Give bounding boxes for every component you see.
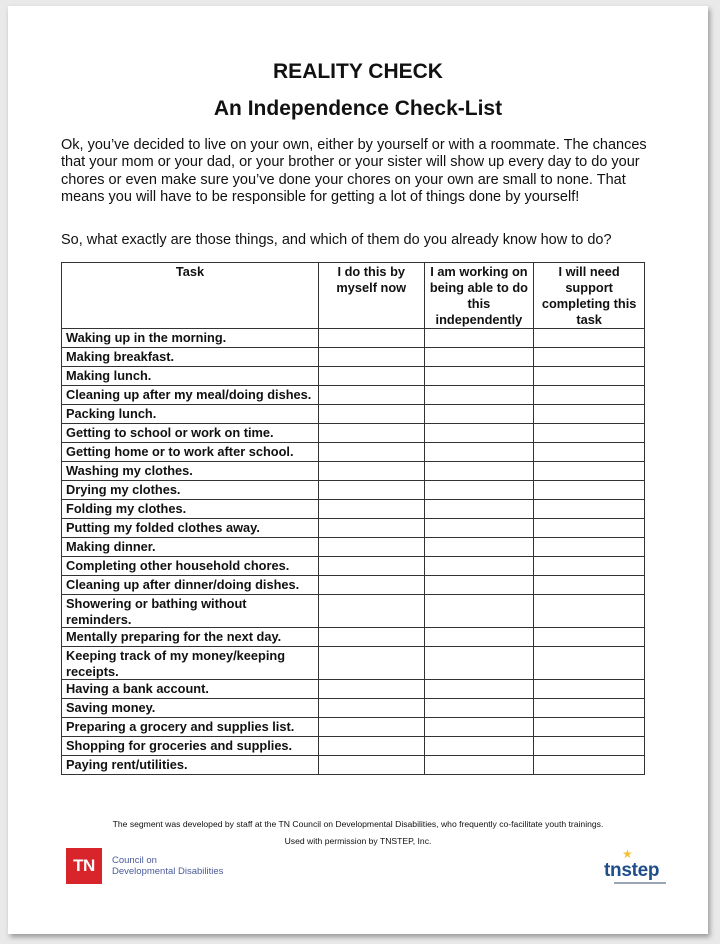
table-row <box>62 329 645 348</box>
intro-paragraph: Ok, you’ve decided to live on your own, either by yourself or with a roommate. The chances that your mom or your dad, or your brother or your sister will show up every day to do your chores or even make sure you’ve done your chores on your own are small to none. That means you will have to be responsible for getting a lot of things done by yourself! <box>61 137 647 205</box>
table-row <box>62 386 645 405</box>
table-row <box>62 348 645 367</box>
table-row <box>62 737 645 756</box>
task-cell: Saving money. <box>62 699 319 718</box>
table-row <box>62 424 645 443</box>
footer-permission: Used with permission by TNSTEP, Inc. <box>284 836 432 846</box>
task-cell: Putting my folded clothes away. <box>62 519 319 538</box>
task-cell: Making dinner. <box>62 538 319 557</box>
table-row <box>62 557 645 576</box>
task-cell: Completing other household chores. <box>62 557 319 576</box>
task-cell: Getting home or to work after school. <box>62 443 319 462</box>
working-on-cell[interactable] <box>424 443 534 462</box>
do-myself-cell[interactable] <box>318 680 424 699</box>
do-myself-cell[interactable] <box>318 386 424 405</box>
page-title: REALITY CHECK <box>273 60 443 83</box>
task-cell: Waking up in the morning. <box>62 329 319 348</box>
do-myself-cell[interactable] <box>318 481 424 500</box>
do-myself-cell[interactable] <box>318 519 424 538</box>
task-cell: Drying my clothes. <box>62 481 319 500</box>
need-support-cell[interactable] <box>534 680 645 699</box>
need-support-cell[interactable] <box>534 329 645 348</box>
working-on-cell[interactable] <box>424 500 534 519</box>
working-on-cell[interactable] <box>424 462 534 481</box>
do-myself-cell[interactable] <box>318 405 424 424</box>
working-on-cell[interactable] <box>424 557 534 576</box>
do-myself-cell[interactable] <box>318 647 424 680</box>
working-on-cell[interactable] <box>424 386 534 405</box>
working-on-cell[interactable] <box>424 737 534 756</box>
council-name <box>112 855 223 877</box>
table-row <box>62 405 645 424</box>
do-myself-cell[interactable] <box>318 538 424 557</box>
need-support-cell[interactable] <box>534 737 645 756</box>
do-myself-cell[interactable] <box>318 424 424 443</box>
task-cell: Cleaning up after dinner/doing dishes. <box>62 576 319 595</box>
task-cell: Making breakfast. <box>62 348 319 367</box>
need-support-cell[interactable] <box>534 538 645 557</box>
do-myself-cell[interactable] <box>318 756 424 775</box>
working-on-cell[interactable] <box>424 647 534 680</box>
do-myself-cell[interactable] <box>318 557 424 576</box>
working-on-cell[interactable] <box>424 348 534 367</box>
do-myself-cell[interactable] <box>318 628 424 647</box>
page-subtitle: An Independence Check-List <box>213 97 503 120</box>
do-myself-cell[interactable] <box>318 737 424 756</box>
need-support-cell[interactable] <box>534 481 645 500</box>
table-row <box>62 699 645 718</box>
table-row <box>62 576 645 595</box>
tnstep-logo <box>604 848 674 888</box>
table-row <box>62 462 645 481</box>
task-cell: Folding my clothes. <box>62 500 319 519</box>
working-on-cell[interactable] <box>424 718 534 737</box>
working-on-cell[interactable] <box>424 481 534 500</box>
table-row <box>62 756 645 775</box>
table-body <box>62 329 645 775</box>
table-row <box>62 538 645 557</box>
table-header-row <box>62 263 645 329</box>
tnstep-wordmark: tnstep <box>604 860 660 881</box>
column-header-task: Task <box>62 263 319 329</box>
need-support-cell[interactable] <box>534 647 645 680</box>
working-on-cell[interactable] <box>424 595 534 628</box>
table-row <box>62 595 645 628</box>
task-cell: Cleaning up after my meal/doing dishes. <box>62 386 319 405</box>
table-row <box>62 500 645 519</box>
do-myself-cell[interactable] <box>318 329 424 348</box>
need-support-cell[interactable] <box>534 756 645 775</box>
footer-credit: The segment was developed by staff at the TN Council on Developmental Disabilities, who frequently co-facilitate youth trainings. <box>112 819 604 829</box>
need-support-cell[interactable] <box>534 628 645 647</box>
need-support-cell[interactable] <box>534 424 645 443</box>
council-name-line1: Council on <box>112 855 157 866</box>
need-support-cell[interactable] <box>534 500 645 519</box>
table-row <box>62 443 645 462</box>
need-support-cell[interactable] <box>534 519 645 538</box>
need-support-cell[interactable] <box>534 699 645 718</box>
need-support-cell[interactable] <box>534 718 645 737</box>
task-cell: Getting to school or work on time. <box>62 424 319 443</box>
do-myself-cell[interactable] <box>318 348 424 367</box>
working-on-cell[interactable] <box>424 424 534 443</box>
column-header-need-support: I will need support completing this task <box>534 263 645 329</box>
need-support-cell[interactable] <box>534 367 645 386</box>
do-myself-cell[interactable] <box>318 443 424 462</box>
working-on-cell[interactable] <box>424 699 534 718</box>
do-myself-cell[interactable] <box>318 367 424 386</box>
working-on-cell[interactable] <box>424 680 534 699</box>
task-cell: Packing lunch. <box>62 405 319 424</box>
working-on-cell[interactable] <box>424 519 534 538</box>
table-row <box>62 367 645 386</box>
working-on-cell[interactable] <box>424 405 534 424</box>
do-myself-cell[interactable] <box>318 718 424 737</box>
table-row <box>62 647 645 680</box>
need-support-cell[interactable] <box>534 348 645 367</box>
do-myself-cell[interactable] <box>318 576 424 595</box>
do-myself-cell[interactable] <box>318 462 424 481</box>
task-cell: Showering or bathing without reminders. <box>62 595 319 628</box>
tnstep-tagline-mark <box>614 882 666 884</box>
working-on-cell[interactable] <box>424 329 534 348</box>
column-header-do-myself: I do this by myself now <box>318 263 424 329</box>
working-on-cell[interactable] <box>424 367 534 386</box>
do-myself-cell[interactable] <box>318 500 424 519</box>
working-on-cell[interactable] <box>424 756 534 775</box>
tn-council-logo: TN <box>66 848 102 884</box>
task-cell: Washing my clothes. <box>62 462 319 481</box>
task-cell: Preparing a grocery and supplies list. <box>62 718 319 737</box>
task-cell: Shopping for groceries and supplies. <box>62 737 319 756</box>
need-support-cell[interactable] <box>534 462 645 481</box>
do-myself-cell[interactable] <box>318 699 424 718</box>
task-cell: Keeping track of my money/keeping receipts. <box>62 647 319 680</box>
star-icon: ★ <box>622 847 633 861</box>
table-row <box>62 519 645 538</box>
council-name-line2: Developmental Disabilities <box>112 866 224 877</box>
document-page <box>8 6 708 934</box>
table-row <box>62 718 645 737</box>
table-row <box>62 680 645 699</box>
need-support-cell[interactable] <box>534 386 645 405</box>
independence-checklist-table <box>61 262 645 775</box>
working-on-cell[interactable] <box>424 538 534 557</box>
need-support-cell[interactable] <box>534 405 645 424</box>
working-on-cell[interactable] <box>424 576 534 595</box>
task-cell: Paying rent/utilities. <box>62 756 319 775</box>
column-header-working-on: I am working on being able to do this independently <box>424 263 534 329</box>
table-row <box>62 481 645 500</box>
table-row <box>62 628 645 647</box>
task-cell: Having a bank account. <box>62 680 319 699</box>
need-support-cell[interactable] <box>534 557 645 576</box>
do-myself-cell[interactable] <box>318 595 424 628</box>
need-support-cell[interactable] <box>534 595 645 628</box>
need-support-cell[interactable] <box>534 443 645 462</box>
task-cell: Mentally preparing for the next day. <box>62 628 319 647</box>
intro-question: So, what exactly are those things, and which of them do you already know how to do? <box>61 232 612 248</box>
working-on-cell[interactable] <box>424 628 534 647</box>
need-support-cell[interactable] <box>534 576 645 595</box>
task-cell: Making lunch. <box>62 367 319 386</box>
